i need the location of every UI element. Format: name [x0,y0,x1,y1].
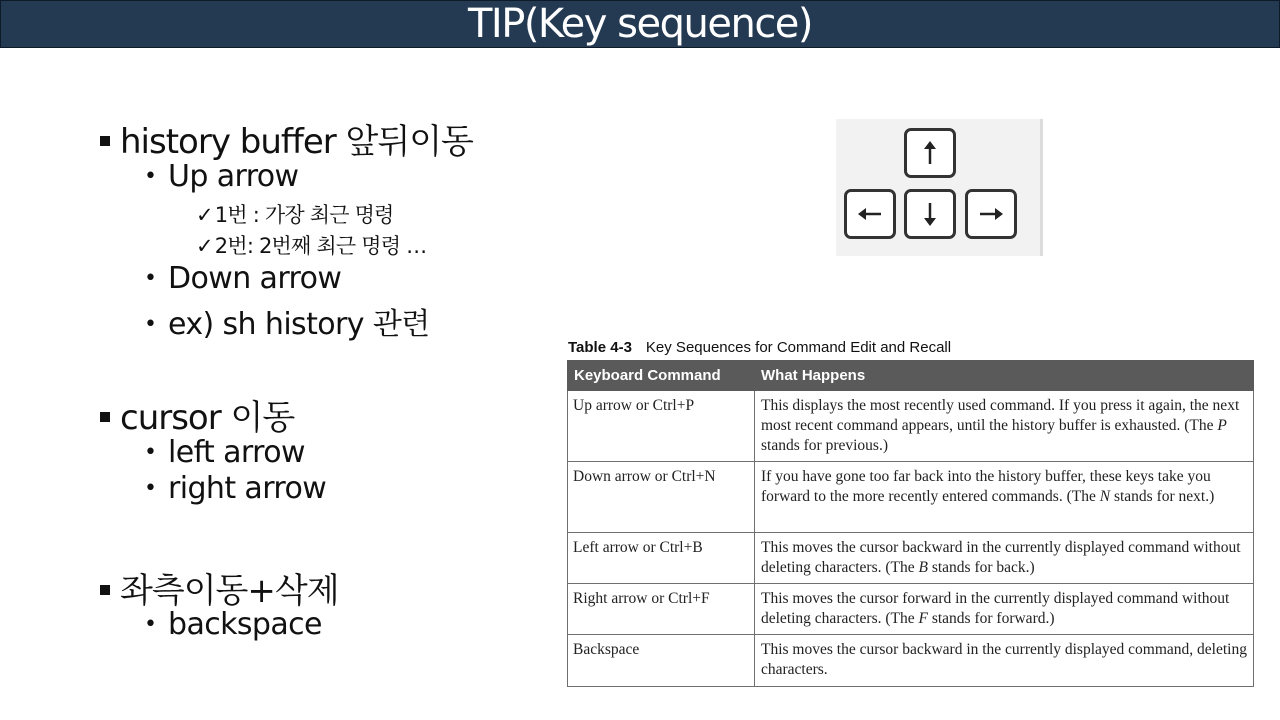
column-header-what-happens: What Happens [755,361,1254,391]
description-letter: F [918,610,928,627]
description-text: stands for next.) [1110,488,1215,505]
description-text: This moves the cursor backward in the currently displayed command, deleting characters. [761,641,1247,678]
dot-bullet-icon: • [144,312,157,337]
down-arrow-icon [920,201,940,227]
column-header-keyboard-command: Keyboard Command [568,361,755,391]
bullet-up-press-1 [196,199,394,229]
command-cell: Down arrow or Ctrl+N [568,462,755,533]
bullet-text: ex) sh history 관련 [168,307,430,342]
bullet-down-arrow [144,261,341,296]
bullet-text: backspace [168,607,322,642]
description-text: stands for back.) [927,559,1035,576]
description-letter: N [1099,488,1111,505]
command-cell: Right arrow or Ctrl+F [568,584,755,635]
right-arrow-icon [978,204,1004,224]
description-text: This moves the cursor forward in the currently displayed command without deleting characters. (The [761,590,1230,627]
description-letter: P [1217,417,1227,434]
description-cell [755,533,1254,584]
command-cell: Backspace [568,635,755,687]
dot-bullet-icon: • [144,476,157,501]
slide-title: TIP(Key sequence) [467,1,813,47]
description-cell [755,584,1254,635]
table-row [568,462,1254,533]
arrow-keys-illustration [836,119,1043,256]
bullet-text: 2번: 2번째 최근 명령 … [214,234,427,258]
up-arrow-icon [920,140,940,166]
bullet-text: right arrow [168,471,327,506]
bullet-history-buffer [100,114,473,163]
title-bar [0,0,1280,48]
square-bullet-icon [100,585,110,595]
bullet-left-arrow [144,435,305,470]
bullet-text: cursor 이동 [120,398,295,438]
bullet-text: 1번 : 가장 최근 명령 [214,203,394,227]
left-arrow-key [844,189,896,239]
table-row [568,533,1254,584]
dot-bullet-icon: • [144,164,157,189]
square-bullet-icon [100,412,110,422]
bullet-text: 좌측이동+삭제 [120,571,339,611]
bullet-up-arrow [144,159,299,194]
bullet-up-press-2 [196,230,426,260]
table-row [568,391,1254,462]
description-cell [755,462,1254,533]
table-row [568,635,1254,687]
table-row [568,584,1254,635]
description-letter: B [918,559,928,576]
up-arrow-key [904,128,956,178]
dot-bullet-icon: • [144,612,157,637]
table-number: Table 4-3 [568,339,632,356]
description-cell [755,635,1254,687]
description-text: stands for forward.) [927,610,1055,627]
table-title: Key Sequences for Command Edit and Recall [645,339,952,356]
square-bullet-icon [100,136,110,146]
bullet-sh-history [144,299,430,343]
key-sequence-table [567,360,1254,687]
dot-bullet-icon: • [144,440,157,465]
check-bullet-icon: ✓ [196,203,213,227]
table-header-row [568,361,1254,391]
bullet-move-delete [100,563,339,612]
dot-bullet-icon: • [144,266,157,291]
bullet-text: left arrow [168,435,305,470]
bullet-backspace [144,607,322,642]
bullet-text: Down arrow [168,261,342,296]
description-text: This moves the cursor backward in the currently displayed command without deleting characters. (The [761,539,1241,576]
down-arrow-key [904,189,956,239]
right-arrow-key [965,189,1017,239]
bullet-text: Up arrow [168,159,299,194]
bullet-cursor-move [100,390,294,439]
description-text: stands for previous.) [761,437,888,454]
description-cell [755,391,1254,462]
description-text: This displays the most recently used command. If you press it again, the next most recent command appears, until the history buffer is exhausted. (The [761,397,1240,434]
left-arrow-icon [857,204,883,224]
command-cell: Up arrow or Ctrl+P [568,391,755,462]
table-caption [568,339,951,356]
bullet-right-arrow [144,471,326,506]
description-text: If you have gone too far back into the history buffer, these keys take you forward to the more recently entered commands. (The [761,468,1211,505]
bullet-text: history buffer 앞뒤이동 [120,122,473,162]
command-cell: Left arrow or Ctrl+B [568,533,755,584]
check-bullet-icon: ✓ [196,234,213,258]
